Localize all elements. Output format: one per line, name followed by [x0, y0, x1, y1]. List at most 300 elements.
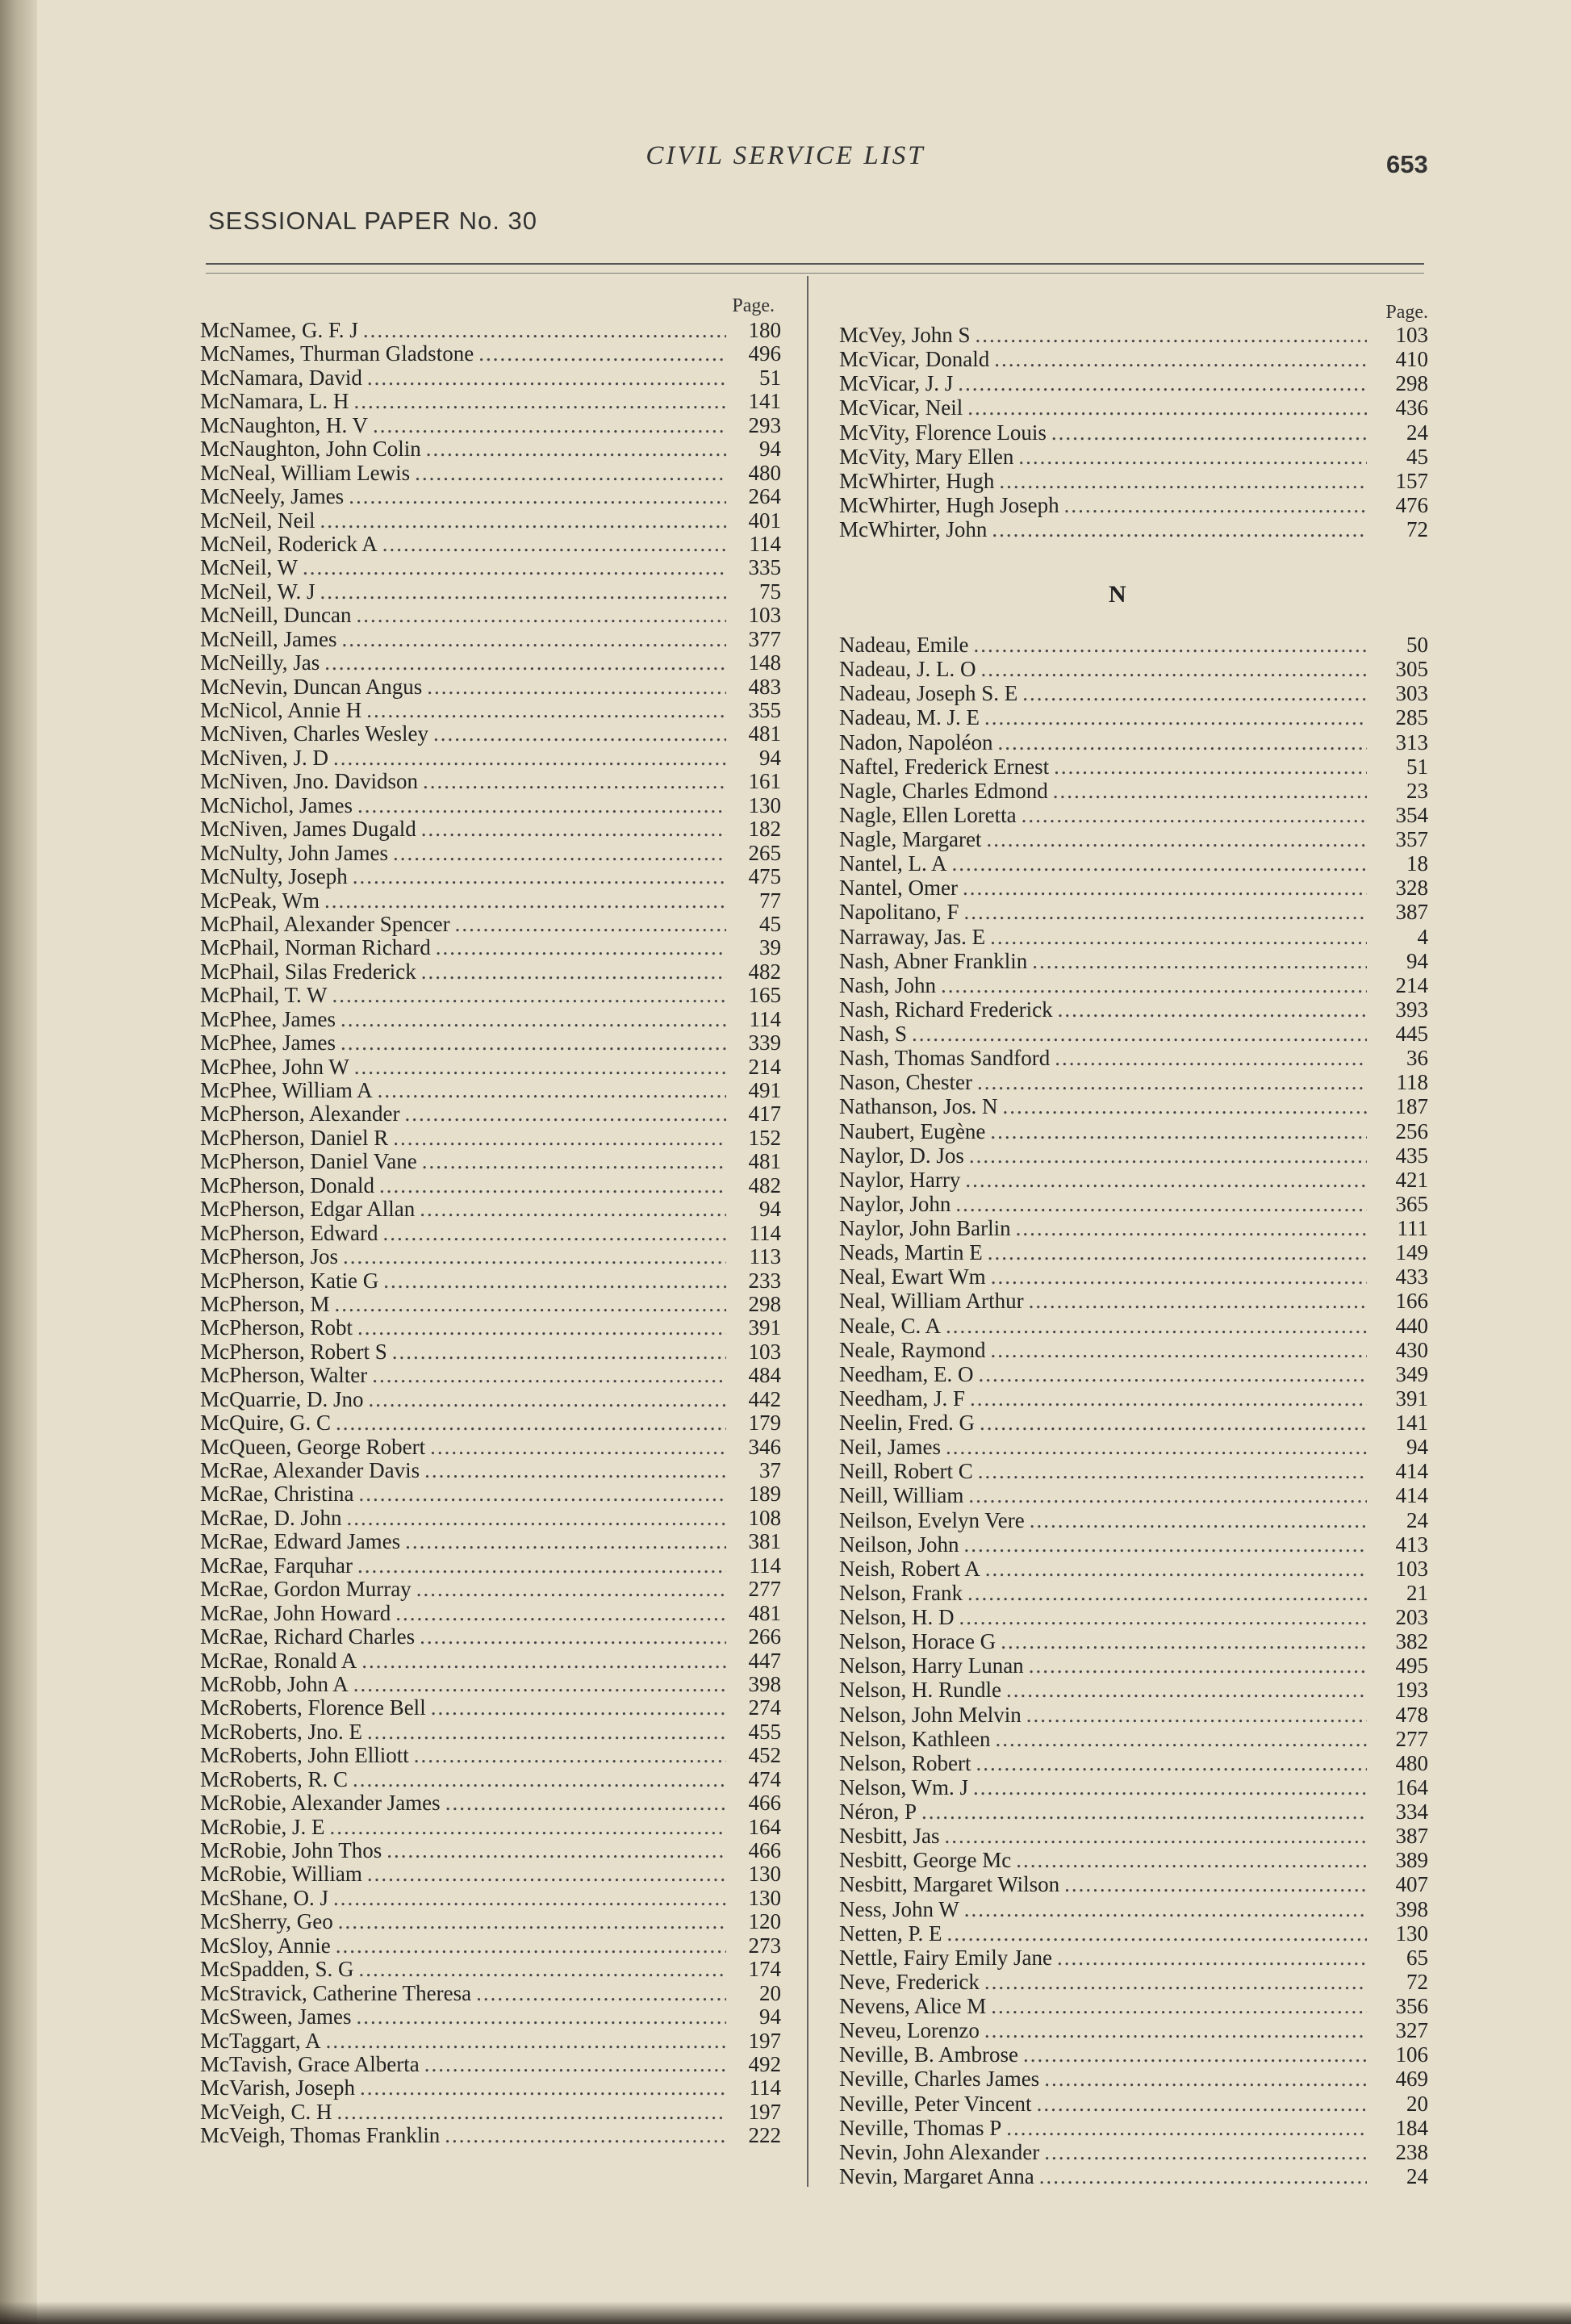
entry-page: 114 — [749, 1553, 781, 1578]
dot-leader — [382, 1222, 726, 1245]
entry-name: McRobie, Alexander James — [200, 1791, 441, 1816]
entry-page: 335 — [748, 556, 781, 580]
index-entry — [200, 651, 781, 675]
dot-leader — [973, 1775, 1367, 1799]
dot-leader — [921, 1799, 1367, 1824]
entry-name: Neill, Robert C — [839, 1459, 973, 1484]
entry-page: 398 — [748, 1672, 781, 1696]
dot-leader — [958, 371, 1367, 395]
entry-page: 75 — [759, 579, 781, 604]
entry-page: 480 — [748, 461, 781, 485]
entry-name: McRae, Gordon Murray — [200, 1578, 412, 1602]
entry-page: 327 — [1395, 2018, 1428, 2043]
dot-leader — [421, 817, 726, 841]
entry-page: 148 — [748, 651, 781, 675]
index-entry — [200, 1578, 781, 1601]
entry-name: Nadon, Napoléon — [839, 729, 993, 754]
entry-page: 165 — [748, 984, 781, 1008]
index-entry — [200, 533, 781, 556]
entry-page: 24 — [1406, 420, 1428, 445]
entry-name: Narraway, Jas. E — [839, 924, 986, 949]
dot-leader — [426, 437, 726, 461]
dot-leader — [1016, 1848, 1367, 1872]
entry-page: 111 — [1397, 1216, 1428, 1240]
entry-name: McPherson, M — [200, 1292, 330, 1316]
entry-page: 354 — [1395, 802, 1428, 827]
entry-page: 480 — [1395, 1750, 1428, 1775]
entry-name: Naylor, John — [839, 1191, 951, 1216]
entry-name: McTaggart, A — [200, 2029, 321, 2053]
entry-name: Nash, S — [839, 1022, 908, 1046]
index-entry — [200, 1839, 781, 1862]
entry-name: Neale, C. A — [839, 1313, 941, 1338]
dot-leader — [1037, 2092, 1367, 2116]
entry-name: McPherson, Daniel Vane — [200, 1150, 417, 1174]
index-entry — [200, 2053, 781, 2076]
entry-page: 103 — [748, 1340, 781, 1364]
entry-page: 120 — [748, 1910, 781, 1934]
index-entry — [200, 2029, 781, 2053]
entry-page: 293 — [748, 413, 781, 437]
dot-leader — [946, 1314, 1367, 1338]
dot-leader — [941, 973, 1367, 997]
index-entry — [200, 865, 781, 888]
entry-name: McNeil, Neil — [200, 508, 315, 533]
dot-leader — [356, 2005, 726, 2029]
entry-name: McVity, Florence Louis — [839, 420, 1047, 445]
index-entry — [200, 1102, 781, 1126]
index-entry — [200, 414, 781, 437]
entry-name: McRobie, William — [200, 1862, 362, 1887]
index-entry — [200, 1482, 781, 1506]
index-entry — [839, 1848, 1428, 1872]
index-entry — [200, 1293, 781, 1316]
dot-leader — [476, 1982, 726, 2005]
entry-page: 478 — [1395, 1702, 1428, 1727]
dot-leader — [995, 1727, 1367, 1751]
dot-leader — [333, 746, 726, 770]
entry-name: McTavish, Grace Alberta — [200, 2052, 420, 2076]
index-entry — [839, 1824, 1428, 1848]
entry-name: Napolitano, F — [839, 900, 959, 925]
entry-page: 339 — [748, 1031, 781, 1055]
entry-name: Naylor, D. Jos — [839, 1143, 964, 1168]
entry-name: Nathanson, Jos. N — [839, 1094, 998, 1119]
dot-leader — [978, 1459, 1367, 1483]
index-entry — [200, 1316, 781, 1340]
dot-leader — [1030, 1508, 1367, 1532]
entry-page: 197 — [748, 2100, 781, 2124]
index-entry — [200, 1673, 781, 1696]
dot-leader — [382, 533, 726, 556]
entry-page: 193 — [1395, 1678, 1428, 1703]
entry-name: Nagle, Ellen Loretta — [839, 802, 1017, 827]
entry-name: Needham, E. O — [839, 1361, 974, 1386]
index-entry — [200, 604, 781, 627]
dot-leader — [358, 1482, 726, 1506]
entry-name: Nantel, L. A — [839, 851, 947, 876]
entry-page: 264 — [748, 485, 781, 509]
entry-page: 94 — [759, 746, 781, 770]
entry-name: McRae, Edward James — [200, 1530, 401, 1554]
dot-leader — [478, 342, 726, 366]
index-entry — [200, 1388, 781, 1411]
entry-name: Nevin, John Alexander — [839, 2139, 1040, 2164]
index-entry — [200, 794, 781, 817]
entry-page: 413 — [1395, 1532, 1428, 1557]
entry-name: McWhirter, Hugh Joseph — [839, 492, 1059, 517]
entry-page: 377 — [748, 627, 781, 651]
entry-page: 197 — [748, 2029, 781, 2053]
index-entry — [839, 900, 1428, 924]
entry-name: McVicar, Donald — [839, 347, 990, 372]
index-entry — [200, 699, 781, 722]
entry-name: Nevens, Alice M — [839, 1994, 987, 2018]
dot-leader — [395, 1602, 726, 1625]
entry-page: 94 — [1406, 1435, 1428, 1460]
entry-page: 313 — [1395, 729, 1428, 754]
entry-page: 161 — [748, 770, 781, 794]
dot-leader — [338, 1910, 726, 1933]
page-number: 653 — [1386, 150, 1428, 178]
right-index-column-n — [839, 633, 1428, 2188]
index-entry — [200, 1696, 781, 1720]
dot-leader — [324, 889, 726, 913]
index-entry — [839, 2116, 1428, 2140]
entry-name: McNames, Thurman Gladstone — [200, 342, 474, 366]
index-entry — [839, 1727, 1428, 1751]
entry-name: McNiven, Charles Wesley — [200, 722, 429, 746]
entry-page: 393 — [1395, 997, 1428, 1022]
right-page-heading: Page. — [1385, 302, 1428, 323]
index-entry — [839, 730, 1428, 754]
entry-page: 164 — [748, 1815, 781, 1839]
entry-name: Nelson, H. D — [839, 1605, 955, 1629]
index-entry — [839, 1362, 1428, 1386]
index-entry — [200, 889, 781, 913]
index-entry — [200, 628, 781, 651]
entry-page: 365 — [1395, 1191, 1428, 1216]
entry-name: Neil, James — [839, 1435, 941, 1460]
entry-name: McQuarrie, D. Jno — [200, 1387, 364, 1411]
entry-page: 334 — [1395, 1799, 1428, 1824]
index-entry — [839, 1557, 1428, 1581]
index-entry — [200, 1031, 781, 1055]
entry-page: 157 — [1395, 468, 1428, 493]
entry-name: McSherry, Geo — [200, 1910, 333, 1934]
entry-page: 298 — [748, 1292, 781, 1316]
entry-name: McPherson, Daniel R — [200, 1126, 389, 1150]
entry-name: McPherson, Robt — [200, 1316, 353, 1340]
index-entry — [839, 1046, 1428, 1070]
entry-name: Nash, Abner Franklin — [839, 948, 1028, 973]
dot-leader — [354, 1055, 726, 1079]
entry-name: Neilson, John — [839, 1532, 959, 1557]
entry-page: 94 — [759, 1198, 781, 1222]
dot-leader — [967, 1581, 1367, 1605]
dot-leader — [359, 1958, 727, 1981]
entry-page: 23 — [1406, 778, 1428, 803]
dot-leader — [373, 414, 726, 437]
entry-page: 447 — [748, 1649, 781, 1673]
entry-page: 20 — [1406, 2091, 1428, 2116]
index-entry — [200, 770, 781, 793]
index-entry — [839, 395, 1428, 420]
entry-page: 455 — [748, 1720, 781, 1744]
dot-leader — [393, 842, 726, 865]
dot-leader — [951, 851, 1367, 876]
dot-leader — [353, 390, 726, 413]
entry-name: McRoberts, Jno. E — [200, 1720, 362, 1744]
dot-leader — [1044, 2140, 1367, 2164]
index-entry — [839, 1678, 1428, 1702]
entry-name: McRoberts, John Elliott — [200, 1744, 409, 1768]
index-entry — [200, 817, 781, 841]
dot-leader — [357, 794, 726, 817]
entry-page: 483 — [748, 675, 781, 699]
dot-leader — [967, 395, 1367, 420]
entry-page: 94 — [759, 2005, 781, 2029]
index-entry — [200, 722, 781, 746]
entry-page: 45 — [759, 912, 781, 936]
index-entry — [839, 347, 1428, 371]
entry-page: 442 — [748, 1387, 781, 1411]
entry-name: Netten, P. E — [839, 1921, 942, 1946]
index-entry — [839, 1411, 1428, 1435]
entry-name: McPherson, Alexander — [200, 1102, 400, 1126]
entry-page: 452 — [748, 1744, 781, 1768]
dot-leader — [366, 699, 726, 722]
dot-leader — [1032, 949, 1367, 973]
entry-name: Neal, Ewart Wm — [839, 1264, 986, 1289]
index-entry — [200, 2124, 781, 2147]
entry-page: 103 — [1395, 323, 1428, 347]
entry-page: 184 — [1395, 2115, 1428, 2140]
entry-page: 305 — [1395, 657, 1428, 682]
entry-page: 482 — [748, 1173, 781, 1198]
entry-page: 298 — [1395, 371, 1428, 396]
right-index-column-top — [839, 323, 1428, 541]
entry-page: 436 — [1395, 395, 1428, 420]
dot-leader — [423, 770, 726, 793]
entry-name: McStravick, Catherine Theresa — [200, 1981, 472, 2005]
entry-page: 37 — [759, 1459, 781, 1482]
entry-name: McPhee, James — [200, 1007, 336, 1031]
dot-leader — [337, 2100, 727, 2124]
index-entry — [839, 949, 1428, 973]
entry-name: McNiven, J. D — [200, 746, 328, 770]
dot-leader — [324, 651, 726, 675]
entry-page: 476 — [1395, 492, 1428, 517]
dot-leader — [990, 1119, 1367, 1143]
index-entry — [200, 2100, 781, 2124]
dot-leader — [416, 1578, 726, 1601]
dot-leader — [420, 1625, 726, 1649]
index-entry — [200, 1174, 781, 1198]
dot-leader — [353, 865, 726, 888]
entry-name: Nagle, Charles Edmond — [839, 778, 1048, 803]
index-entry — [200, 1008, 781, 1031]
index-entry — [200, 1934, 781, 1958]
dot-leader — [330, 1816, 727, 1839]
entry-page: 24 — [1406, 1507, 1428, 1532]
index-entry — [200, 2005, 781, 2029]
index-entry — [200, 1602, 781, 1625]
index-entry — [839, 779, 1428, 803]
left-index-column — [200, 319, 781, 2148]
dot-leader — [1006, 1678, 1367, 1702]
dot-leader — [991, 1994, 1367, 2018]
dot-leader — [357, 1316, 726, 1340]
entry-page: 475 — [748, 865, 781, 889]
index-entry — [839, 705, 1428, 729]
dot-leader — [955, 1192, 1367, 1216]
dot-leader — [332, 984, 727, 1007]
index-entry — [839, 633, 1428, 657]
index-entry — [839, 1192, 1428, 1216]
index-entry — [839, 1946, 1428, 1970]
index-entry — [200, 1055, 781, 1079]
entry-name: Neveu, Lorenzo — [839, 2018, 980, 2043]
index-entry — [200, 1411, 781, 1435]
index-entry — [200, 1269, 781, 1293]
entry-name: Nelson, Wm. J — [839, 1774, 968, 1799]
index-entry — [839, 1289, 1428, 1313]
index-entry — [200, 1862, 781, 1886]
dot-leader — [1044, 2067, 1367, 2091]
entry-name: McSloy, Annie — [200, 1933, 331, 1958]
index-entry — [839, 2140, 1428, 2164]
entry-page: 481 — [748, 1150, 781, 1174]
dot-leader — [424, 2053, 726, 2076]
entry-name: Nadeau, M. J. E — [839, 705, 980, 730]
entry-page: 407 — [1395, 1872, 1428, 1897]
entry-page: 391 — [1395, 1386, 1428, 1411]
entry-name: McSpadden, S. G — [200, 1958, 354, 1982]
entry-name: McPherson, Jos — [200, 1245, 339, 1269]
index-entry — [839, 1532, 1428, 1557]
entry-page: 274 — [748, 1696, 781, 1720]
entry-page: 410 — [1395, 347, 1428, 372]
entry-name: McPherson, Edgar Allan — [200, 1198, 416, 1222]
entry-page: 356 — [1395, 1994, 1428, 2018]
entry-name: Nantel, Omer — [839, 876, 958, 901]
index-entry — [200, 1816, 781, 1839]
entry-page: 114 — [749, 2076, 781, 2100]
entry-name: Nesbitt, Jas — [839, 1824, 940, 1849]
entry-page: 414 — [1395, 1483, 1428, 1508]
entry-page: 114 — [749, 1221, 781, 1245]
dot-leader — [990, 925, 1367, 949]
dot-leader — [363, 319, 726, 342]
entry-name: Neale, Raymond — [839, 1337, 986, 1362]
entry-name: McPhail, Alexander Spencer — [200, 912, 450, 936]
dot-leader — [353, 1673, 726, 1696]
dot-leader — [392, 1340, 726, 1364]
entry-name: McNaughton, John Colin — [200, 437, 421, 462]
dot-leader — [984, 705, 1367, 729]
index-entry — [200, 1625, 781, 1649]
entry-name: McRobb, John A — [200, 1672, 349, 1696]
index-entry — [839, 1240, 1428, 1264]
entry-page: 166 — [1395, 1289, 1428, 1314]
entry-page: 238 — [1395, 2139, 1428, 2164]
page-bottom-shadow — [0, 2301, 1571, 2324]
entry-name: Nesbitt, Margaret Wilson — [839, 1872, 1060, 1897]
index-entry — [200, 390, 781, 413]
dot-leader — [1003, 1094, 1368, 1118]
index-entry — [839, 1897, 1428, 1921]
running-title: CIVIL SERVICE LIST — [646, 141, 925, 170]
index-entry — [839, 1264, 1428, 1289]
entry-name: Nesbitt, George Mc — [839, 1848, 1012, 1873]
index-entry — [200, 984, 781, 1007]
entry-page: 387 — [1395, 900, 1428, 925]
entry-page: 421 — [1395, 1167, 1428, 1192]
index-entry — [839, 445, 1428, 469]
index-entry — [200, 1744, 781, 1767]
index-entry — [200, 1198, 781, 1221]
dot-leader — [372, 1364, 726, 1387]
dot-leader — [404, 1102, 726, 1126]
index-entry — [839, 657, 1428, 681]
entry-name: Neads, Martin E — [839, 1240, 983, 1265]
entry-name: McNicol, Annie H — [200, 699, 362, 722]
header-rule-thin — [206, 273, 1424, 274]
entry-page: 256 — [1395, 1118, 1428, 1143]
dot-leader — [367, 1720, 726, 1744]
entry-name: McNulty, John James — [200, 841, 388, 865]
entry-page: 303 — [1395, 681, 1428, 706]
index-entry — [839, 1119, 1428, 1143]
entry-page: 277 — [1395, 1726, 1428, 1751]
index-entry — [839, 925, 1428, 949]
entry-name: Nadeau, Joseph S. E — [839, 681, 1018, 706]
index-entry — [839, 1872, 1428, 1896]
index-entry — [200, 1649, 781, 1673]
entry-name: McVeigh, C. H — [200, 2100, 332, 2124]
entry-page: 387 — [1395, 1824, 1428, 1849]
entry-name: McPeak, Wm — [200, 888, 320, 913]
index-entry — [200, 1554, 781, 1578]
index-entry — [839, 1799, 1428, 1824]
dot-leader — [360, 2076, 726, 2100]
entry-page: 189 — [748, 1482, 781, 1507]
index-entry — [200, 1436, 781, 1459]
entry-name: Nevin, Margaret Anna — [839, 2163, 1034, 2188]
entry-name: Nash, Richard Frederick — [839, 997, 1053, 1022]
dot-leader — [978, 1362, 1367, 1386]
entry-page: 118 — [1396, 1070, 1428, 1095]
entry-name: McQuire, G. C — [200, 1411, 331, 1436]
entry-name: McShane, O. J — [200, 1886, 328, 1910]
dot-leader — [346, 1507, 726, 1530]
entry-name: Nelson, Harry Lunan — [839, 1653, 1024, 1678]
dot-leader — [991, 1264, 1367, 1289]
dot-leader — [1064, 493, 1367, 517]
entry-name: Nelson, Kathleen — [839, 1726, 991, 1751]
entry-name: McWhirter, John — [839, 517, 988, 541]
index-entry — [200, 437, 781, 461]
entry-page: 214 — [748, 1055, 781, 1079]
entry-name: McNulty, Joseph — [200, 865, 348, 889]
index-entry — [200, 1958, 781, 1981]
entry-page: 346 — [748, 1435, 781, 1459]
dot-leader — [455, 913, 726, 936]
entry-name: McRoberts, R. C — [200, 1767, 349, 1791]
dot-leader — [1022, 681, 1367, 705]
index-entry — [839, 803, 1428, 827]
